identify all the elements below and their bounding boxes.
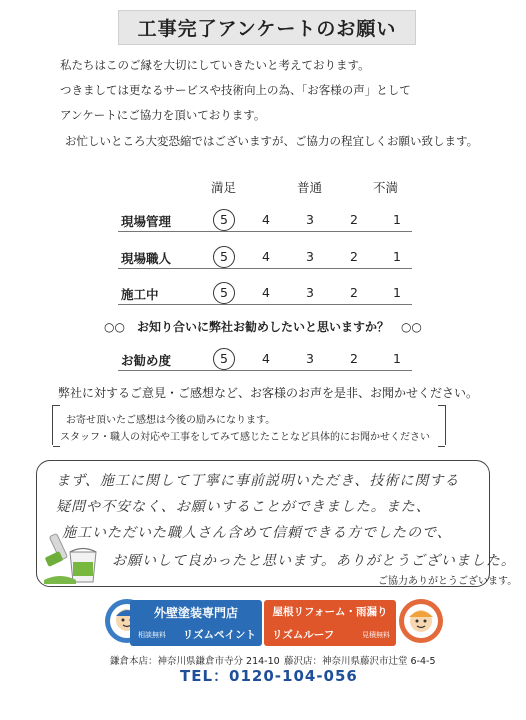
note-line-2: スタッフ・職人の対応や工事をしてみて感じたことなど具体的にお聞かせください: [60, 432, 430, 443]
score-5[interactable]: 5: [220, 212, 228, 227]
row-underline: [118, 370, 412, 371]
score-5[interactable]: 5: [220, 351, 228, 366]
score-3[interactable]: 3: [306, 285, 314, 300]
header-unsatisfied: 不満: [373, 180, 399, 195]
score-5[interactable]: 5: [220, 249, 228, 264]
roof-brand-name: リズムルーフ: [272, 629, 335, 641]
score-1[interactable]: 1: [393, 212, 401, 227]
company-banner: [104, 598, 422, 648]
score-3[interactable]: 3: [306, 212, 314, 227]
score-5[interactable]: 5: [220, 285, 228, 300]
roof-service-panel: [264, 600, 396, 646]
score-1[interactable]: 1: [393, 249, 401, 264]
roofer-mascot-icon: [398, 598, 444, 644]
fujisawa-address: 藤沢店：神奈川県藤沢市辻堂 6-4-5: [284, 656, 436, 667]
score-3[interactable]: 3: [306, 249, 314, 264]
row-underline: [118, 231, 412, 232]
rating-label-during-construction: 施工中: [121, 287, 159, 302]
row-underline: [118, 268, 412, 269]
score-2[interactable]: 2: [350, 249, 358, 264]
roof-service-title: 屋根リフォーム・雨漏り: [272, 606, 388, 618]
title-box: [118, 10, 416, 45]
intro-line-4: お忙しいところ大変恐縮ではございますが、ご協力の程宜しくお願い致します。: [65, 134, 479, 148]
thanks-text: ご協力ありがとうございます。: [378, 576, 518, 587]
recommend-question: ○○ お知り合いに弊社お勧めしたいと思いますか？ ○○: [104, 320, 422, 334]
intro-line-3: アンケートにご協力を頂いております。: [60, 108, 266, 122]
roof-service-sub: 見積無料: [362, 631, 390, 639]
intro-line-1: 私たちはこのご縁を大切にしていきたいと考えております。: [60, 58, 370, 72]
score-4[interactable]: 4: [262, 249, 270, 264]
paint-service-sub: 相談無料: [138, 631, 166, 639]
intro-line-2: つきましては更なるサービスや技術向上の為、「お客様の声」として: [60, 83, 411, 97]
page-title: 工事完了アンケートのお願い: [137, 18, 397, 40]
kamakura-address: 鎌倉本店：神奈川県鎌倉市寺分 214-10: [110, 656, 280, 667]
comment-line-4: お願いして良かったと思います。ありがとうございました。: [112, 553, 516, 569]
score-1[interactable]: 1: [393, 285, 401, 300]
score-2[interactable]: 2: [350, 351, 358, 366]
paint-service-panel: [130, 600, 262, 646]
score-2[interactable]: 2: [350, 212, 358, 227]
comment-prompt: 弊社に対するご意見・ご感想など、お客様のお声を是非、お聞かせください。: [58, 386, 479, 400]
rating-label-site-management: 現場管理: [121, 214, 172, 229]
comment-line-1: まず、施工に関して丁寧に事前説明いただき、技術に関する: [56, 473, 460, 489]
score-2[interactable]: 2: [350, 285, 358, 300]
paint-bucket-icon: [40, 528, 106, 586]
score-4[interactable]: 4: [262, 351, 270, 366]
phone-number[interactable]: TEL：0120-104-056: [180, 667, 358, 685]
score-1[interactable]: 1: [393, 351, 401, 366]
header-satisfied: 満足: [211, 180, 237, 195]
score-4[interactable]: 4: [262, 212, 270, 227]
header-normal: 普通: [297, 180, 323, 195]
rating-label-craftsman: 現場職人: [121, 251, 172, 266]
rating-label-recommend: お勧め度: [121, 353, 172, 368]
score-4[interactable]: 4: [262, 285, 270, 300]
paint-brand-name: リズムペイント: [182, 629, 256, 641]
comment-line-2: 疑問や不安なく、お願いすることができました。また、: [56, 499, 431, 515]
score-3[interactable]: 3: [306, 351, 314, 366]
comment-line-3: 施工いただいた職人さん含めて信頼できる方でしたので、: [62, 525, 452, 541]
paint-service-title: 外壁塗装専門店: [153, 606, 238, 620]
note-line-1: お寄せ頂いたご感想は今後の励みになります。: [66, 415, 276, 426]
row-underline: [118, 304, 412, 305]
